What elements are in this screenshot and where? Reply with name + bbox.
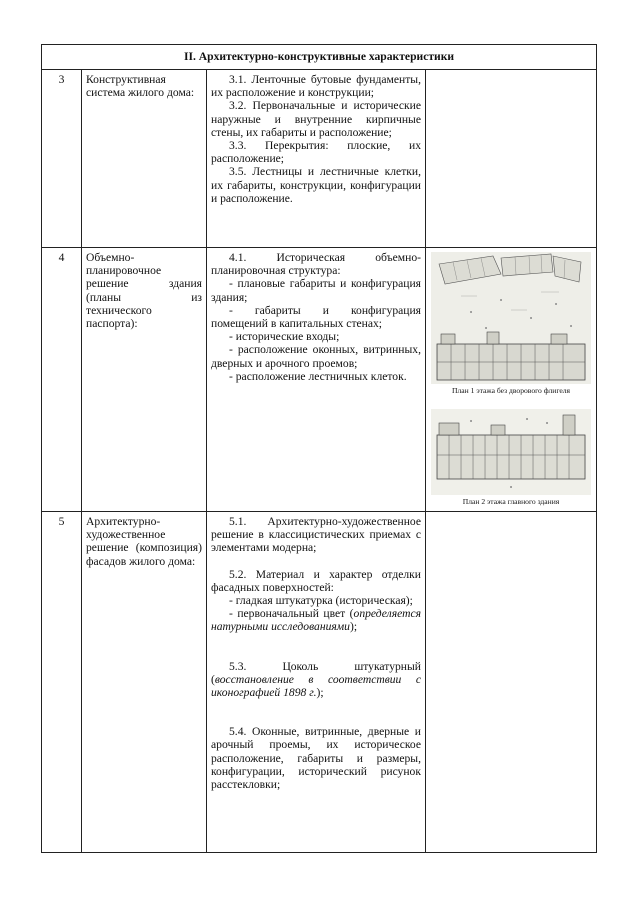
- table-row: [42, 248, 597, 512]
- row-name: Архитектурно-художественное решение (композиция) фасадов жилого дома:: [82, 512, 207, 853]
- floor-plan-1-image: [430, 252, 592, 384]
- row-number: 4: [42, 248, 82, 512]
- list-item: 3.1. Ленточные бутовые фундаменты, их расположение и конструкции;: [211, 73, 421, 100]
- row-number: 3: [42, 70, 82, 248]
- list-item: - расположение оконных, витринных, дверных и арочного проемов;: [211, 343, 421, 370]
- list-item: - плановые габариты и конфигурация здания;: [211, 277, 421, 304]
- list-item: - габариты и конфигурация помещений в капитальных стенах;: [211, 303, 421, 331]
- list-item-italic: определяется натурными исследованиями: [211, 607, 421, 634]
- plans-cell: [426, 248, 597, 512]
- row-name: Объемно-планировочное решение здания (планы из технического паспорта):: [82, 248, 207, 512]
- list-item: 5.1. Архитектурно-художественное решение в классицистических приемах с элементами модерна;: [211, 515, 421, 555]
- plan-caption: План 2 этажа главного здания: [462, 497, 560, 506]
- table-row: [42, 70, 597, 248]
- plan-caption: План 1 этажа без дворового флигеля: [452, 386, 570, 395]
- row-name: Конструктивная система жилого дома:: [82, 70, 207, 248]
- list-item: 3.5. Лестницы и лестничные клетки, их габариты, конструкции, конфигурации и расположение.: [211, 165, 421, 205]
- list-item: - гладкая штукатурка (историческая);: [229, 594, 413, 608]
- section-title: II. Архитектурно-конструктивные характеристики: [42, 45, 597, 70]
- empty-cell: [426, 70, 597, 248]
- list-item: [211, 660, 421, 700]
- characteristics-table: [41, 44, 597, 853]
- row-description: [207, 248, 426, 512]
- list-item: 4.1. Историческая объемно-планировочная структура:: [211, 251, 421, 278]
- row-description: [207, 512, 426, 853]
- list-item: 3.3. Перекрытия: плоские, их расположение;: [211, 139, 421, 166]
- empty-cell: [426, 512, 597, 853]
- list-item-text: - первоначальный цвет (: [229, 607, 354, 621]
- list-item: 5.4. Оконные, витринные, дверные и арочный проемы, их историческое расположение, габариты и размеры, конфигурации, исторический рисунок расстекловки;: [211, 725, 421, 792]
- section-header-row: [42, 45, 597, 70]
- list-item-italic: восстановление в соответствии с иконографией 1898 г.: [211, 672, 421, 700]
- row-description: [207, 70, 426, 248]
- list-item-text: );: [316, 686, 324, 700]
- list-item: [211, 607, 421, 633]
- list-item: - исторические входы;: [229, 330, 340, 344]
- table-row: [42, 512, 597, 853]
- floor-plan-2-image: [430, 409, 592, 495]
- list-item: 5.2. Материал и характер отделки фасадных поверхностей:: [211, 567, 421, 594]
- list-item-text: 5.3. Цоколь штукатурный (: [211, 659, 421, 686]
- list-item-text: );: [349, 620, 358, 634]
- row-number: 5: [42, 512, 82, 853]
- list-item: 3.2. Первоначальные и исторические наружные и внутренние кирпичные стены, их габариты и расположение;: [211, 99, 421, 139]
- list-item: - расположение лестничных клеток.: [229, 369, 407, 383]
